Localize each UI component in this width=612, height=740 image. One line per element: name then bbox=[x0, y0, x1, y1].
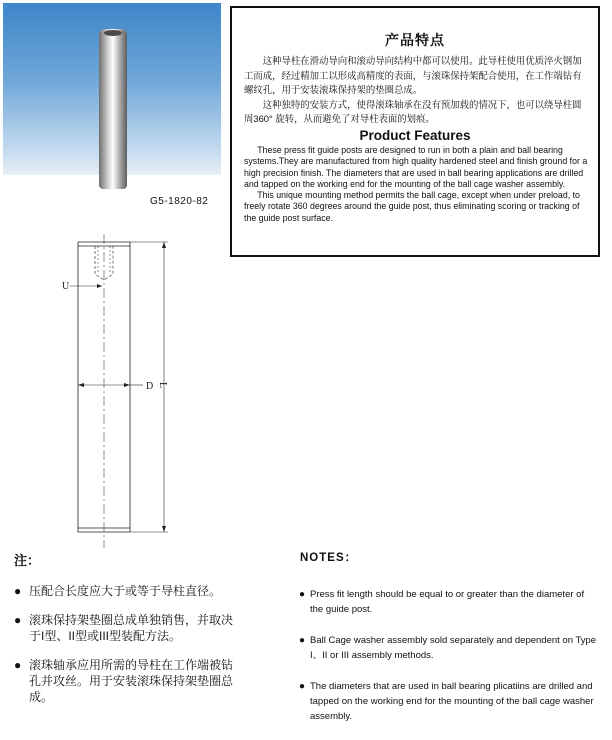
guide-post-image bbox=[99, 29, 127, 189]
bullet-icon: ● bbox=[299, 589, 306, 600]
bullet-icon: ● bbox=[14, 658, 22, 672]
features-paragraph-en: This unique mounting method permits the ball cage, except when under preload, to freely rotate 360 degrees around the guide post, thus eliminating scoring or tracking of the guide post surface. bbox=[244, 190, 580, 223]
note-text-en: Ball Cage washer assembly sold separately and dependent on Type I、II or III assembly methods. bbox=[310, 635, 597, 661]
note-text-en: The diameters that are used in ball bearing plicatiins are drilled and tapped on the working end for the mounting of the ball cage washer assembly. bbox=[310, 681, 594, 722]
label-u: U bbox=[62, 281, 70, 292]
note-item-en bbox=[299, 633, 599, 663]
label-d: D bbox=[146, 381, 154, 392]
l-arrow-top bbox=[162, 242, 166, 248]
bullet-icon: ● bbox=[299, 681, 306, 692]
notes-list-cn bbox=[14, 583, 244, 718]
notes-list-en bbox=[299, 587, 599, 740]
features-body-cn bbox=[244, 54, 586, 127]
note-text-cn: 滚珠轴承应用所需的导柱在工作端被钻孔并攻丝。用于安装滚珠保持架垫圈总成。 bbox=[29, 658, 234, 704]
notes-title-cn: 注： bbox=[14, 553, 41, 568]
bullet-icon: ● bbox=[14, 613, 22, 627]
u-arrow bbox=[97, 284, 102, 288]
tapped-hole-image bbox=[104, 30, 122, 36]
note-text-en: Press fit length should be equal to or greater than the diameter of the guide post. bbox=[310, 589, 585, 615]
note-item-en bbox=[299, 679, 599, 724]
features-title-en: Product Features bbox=[359, 128, 471, 143]
product-code: G5-1820-82 bbox=[150, 196, 209, 207]
features-body-en bbox=[244, 145, 588, 224]
features-paragraph-cn: 这种独特的安装方式，使得滚珠轴承在没有预加载的情况下，也可以绕导柱圆周360° 旋转，从而避免了对导柱表面的划痕。 bbox=[244, 98, 582, 125]
guide-post-drawing bbox=[40, 232, 220, 552]
product-features-box bbox=[230, 6, 600, 257]
note-item-cn bbox=[14, 657, 244, 705]
features-paragraph-cn: 这种导柱在滑动导向和滚动导向结构中都可以使用。此导柱使用优质淬火钢加工而成，经过精加工以形成高精度的表面，与滚珠保持架配合使用，在工作端钻有螺纹孔，用于安装滚珠保持架的垫圈总成。 bbox=[244, 55, 582, 96]
note-item-en bbox=[299, 587, 599, 617]
bullet-icon: ● bbox=[14, 584, 22, 598]
features-title-cn: 产品特点 bbox=[385, 32, 445, 48]
label-l: L bbox=[157, 382, 168, 389]
note-item-cn bbox=[14, 583, 244, 599]
d-arrow-right bbox=[124, 383, 130, 387]
d-arrow-left bbox=[78, 383, 84, 387]
notes-title-en: NOTES： bbox=[300, 552, 358, 564]
product-photo bbox=[3, 3, 221, 175]
note-text-cn: 压配合长度应大于或等于导柱直径。 bbox=[29, 584, 222, 598]
bullet-icon: ● bbox=[299, 635, 306, 646]
features-paragraph-en: These press fit guide posts are designed to run in both a plain and ball bearing systems.They are manufactured from high quality hardened steel and finish ground for a high precision finish. The diameters that are used in ball bearing applications are drilled and tapped on the working end for the mounting of the ball cage washer assembly. bbox=[244, 145, 588, 189]
l-arrow-bottom bbox=[162, 526, 166, 532]
note-item-cn bbox=[14, 612, 244, 644]
note-text-cn: 滚珠保持架垫圈总成单独销售，并取决于I型、II型或III型装配方法。 bbox=[29, 613, 234, 643]
